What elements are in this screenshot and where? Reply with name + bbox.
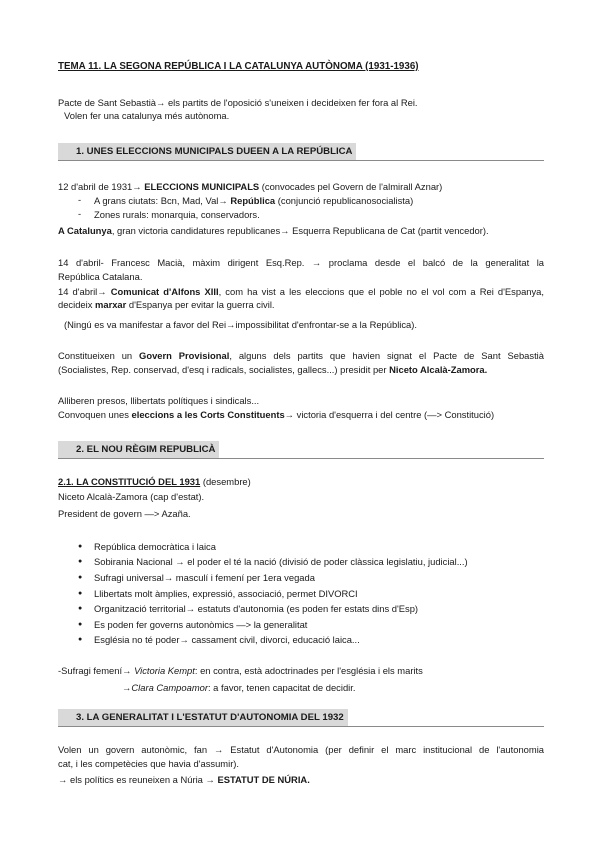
catalunya-rest: , gran victoria candidatures republicanes→ Esquerra Republicana de Cat (partit vencedor).: [111, 225, 489, 236]
alfons-marxar: marxar: [95, 299, 127, 310]
page-title: TEMA 11. LA SEGONA REPÚBLICA I LA CATALUNYA AUTÒNOMA (1931-1936): [58, 61, 419, 72]
cap-estat-line: Niceto Alcalà-Zamora (cap d'estat).: [58, 491, 205, 502]
bullet-icon: ●: [78, 636, 83, 643]
alfons-mid: , com ha vist a les eleccions que el poble no el vol com a Rei d'Espanya,: [218, 286, 544, 297]
govern-pre: Constitueixen un: [58, 350, 140, 361]
convoquen-bold: eleccions a les Corts Constituents: [131, 409, 285, 420]
convoquen-pre: Convoquen unes: [58, 409, 132, 420]
sufragi-post1: : en contra, està adoctrinades per l'església i els marits: [194, 665, 423, 676]
sufragi-post2: : a favor, tenen capacitat de decidir.: [207, 682, 356, 693]
convoquen-line: [58, 408, 544, 421]
section-1-heading-text: 1. UNES ELECCIONS MUNICIPALS DUEEN A LA REPÚBLICA: [58, 143, 356, 160]
estatut-line-3-pre: → els polítics es reuneixen a Núria →: [58, 774, 218, 785]
sufragi-campoamor: Clara Campoamor: [131, 682, 208, 693]
dash-item-rural: Zones rurals: monarquia, conservadors.: [94, 209, 260, 220]
macia-line-1: 14 d'abril- Francesc Macià, màxim dirigent Esq.Rep. → proclama desde el balcó de la generalitat la: [58, 257, 544, 268]
bullet-item: Església no té poder→ cassament civil, divorci, educació laica...: [94, 634, 360, 645]
alfons-line-2: [58, 298, 544, 311]
section-3-heading: [58, 709, 544, 727]
bullet-icon: ●: [78, 543, 83, 550]
sufragi-line-1: [58, 664, 544, 677]
govern-president: Niceto Alcalà-Zamora.: [389, 364, 488, 375]
bullet-icon: ●: [78, 558, 83, 565]
elections-bold: ELECCIONS MUNICIPALS: [144, 181, 260, 192]
catalunya-bold: A Catalunya: [58, 225, 112, 236]
dash-item-cities: [94, 194, 413, 207]
alfons-line-1: [58, 285, 544, 298]
dash-marker: -: [78, 194, 82, 205]
intro-line-2: Volen fer una catalunya més autònoma.: [64, 110, 230, 121]
elections-prefix: 12 d'abril de 1931→: [58, 181, 145, 192]
govern-l2pre: (Socialistes, Rep. conservad, d'esq i radicals, socialistes, gallecs...) presidit per: [58, 364, 390, 375]
elections-suffix: (convocades pel Govern de l'almirall Aznar): [259, 181, 443, 192]
dash-item-cities-pre: A grans ciutats: Bcn, Mad, Val→: [94, 195, 231, 206]
bullet-icon: ●: [78, 621, 83, 628]
alfons-line-3: (Ningú es va manifestar a favor del Rei→impossibilitat d'enfrontar-se a la República).: [64, 319, 417, 330]
estatut-nuria: ESTATUT DE NÚRIA.: [217, 774, 310, 785]
alfons-pre: 14 d'abril→: [58, 286, 111, 297]
elections-line: [58, 180, 544, 193]
alliberen-line: Alliberen presos, llibertats polítiques i sindicals...: [58, 395, 260, 406]
sufragi-arrow: →: [122, 682, 132, 693]
alfons-l2pre: decideix: [58, 299, 96, 310]
govern-line-2: [58, 363, 544, 376]
section-2-heading-text: 2. EL NOU RÈGIM REPUBLICÀ: [58, 441, 219, 458]
section-2-heading: [58, 441, 544, 459]
bullet-item: Llibertats molt àmplies, expressió, associació, permet DIVORCI: [94, 588, 358, 599]
bullet-icon: ●: [78, 590, 83, 597]
govern-bold: Govern Provisional: [139, 350, 230, 361]
bullet-item: República democràtica i laica: [94, 541, 216, 552]
catalunya-line: [58, 224, 544, 237]
constitucio-note: (desembre): [200, 476, 251, 487]
bullet-item: Organització territorial→ estatuts d'autonomia (es poden fer estats dins d'Esp): [94, 603, 419, 614]
bullet-item: Sufragi universal→ masculí i femení per 1era vegada: [94, 572, 315, 583]
bullet-item: Es poden fer governs autonòmics —> la generalitat: [94, 619, 308, 630]
convoquen-post: → victoria d'esquerra i del centre (—> Constitució): [284, 409, 495, 420]
constitucio-subheading: [58, 475, 544, 488]
estatut-line-2: cat, i les competècies que havia d'assumir).: [58, 758, 240, 769]
sufragi-line-2: [122, 681, 544, 694]
intro-line-1: Pacte de Sant Sebastià→ els partits de l'oposició s'uneixen i decideixen fer fora al Rei.: [58, 97, 418, 108]
bullet-item: Sobirania Nacional → el poder el té la nació (divisió de poder clàssica legislatiu, judicial...): [94, 556, 468, 567]
govern-mid: , alguns dels partits que havien signat el Pacte de Sant Sebastià: [229, 350, 544, 361]
president-line: President de govern —> Azaña.: [58, 508, 191, 519]
constitucio-label: 2.1. LA CONSTITUCIÓ DEL 1931: [58, 476, 201, 487]
sufragi-pre: -Sufragi femení→: [58, 665, 135, 676]
dash-item-cities-bold: República: [230, 195, 276, 206]
macia-line-2: República Catalana.: [58, 271, 143, 282]
dash-item-cities-post: (conjunció republicanosocialista): [275, 195, 414, 206]
estatut-line-1: Volen un govern autonòmic, fan → Estatut d'Autonomia (per definir el marc institucional de l'autonomia: [58, 744, 544, 755]
section-3-heading-text: 3. LA GENERALITAT I L'ESTATUT D'AUTONOMIA DEL 1932: [58, 709, 348, 726]
estatut-line-3: [58, 773, 544, 786]
alfons-bold: Comunicat d'Alfons XIII: [110, 286, 219, 297]
bullet-icon: ●: [78, 574, 83, 581]
govern-line-1: [58, 349, 544, 362]
bullet-icon: ●: [78, 605, 83, 612]
dash-marker: -: [78, 208, 82, 219]
alfons-l2post: d'Espanya per evitar la guerra civil.: [126, 299, 275, 310]
section-1-heading: [58, 143, 544, 161]
sufragi-kempt: Victoria Kempt: [134, 665, 195, 676]
